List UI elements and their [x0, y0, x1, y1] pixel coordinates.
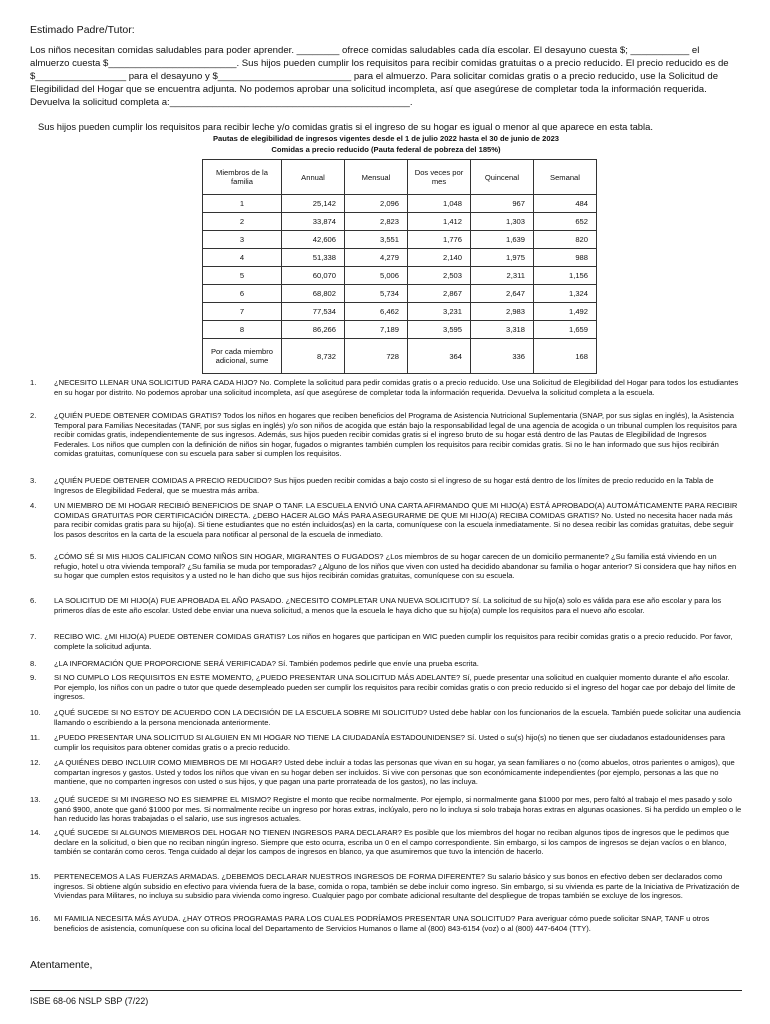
faq-text: MI FAMILIA NECESITA MÁS AYUDA. ¿HAY OTROS PROGRAMAS PARA LOS CUALES PODRÍAMOS PRESENTAR UNA SOLICITUD? Para averiguar cómo puede solicitar SNAP, TANF u otros beneficios de asistencia, comuníquese con su oficina local del Departamento de Servicios Humanos o llame al (800) 843-6154 (voz) o al (800) 447-6404 (TTY). — [54, 914, 710, 933]
table-cell: 652 — [534, 213, 597, 231]
faq-text: ¿QUÉ SUCEDE SI ALGUNOS MIEMBROS DEL HOGAR NO TIENEN INGRESOS PARA DECLARAR? Es posible que los miembros del hogar no reciban algunos tipos de ingresos que le pedimos que declare en la solicitud, o bien que no reciban ningún ingreso. Siempre que esto ocurra, escriba un 0 en el campo correspondiente. Sin embargo, si los campos de ingresos se dejan vacíos o en blanco, también se contarán como ceros. Tenga cuidado al dejar los campos de ingresos en blanco, ya que asumiremos que tuvo la intención de hacerlo. — [54, 828, 730, 857]
table-cell: 1,975 — [471, 249, 534, 267]
faq-text: ¿A QUIÉNES DEBO INCLUIR COMO MIEMBROS DE MI HOGAR? Usted debe incluir a todas las personas que vivan en su hogar, ya sean familiares o no (como abuelos, otros parientes o amigos), que compartan ingresos y gastos. Usted y todos los niños que vivan en su hogar deben ser incluidos. Si vive con personas que son económicamente independientes (por ejemplo, personas a las que no mantiene, que no comparten ingresos con usted o sus hijos, y que pagan una parte prorrateada de los gastos), no las incluya. — [54, 758, 735, 787]
table-cell: 2,311 — [471, 267, 534, 285]
table-subtitle: Comidas a precio reducido (Pauta federal de pobreza del 185%) — [271, 145, 501, 154]
table-cell: 1,412 — [408, 213, 471, 231]
faq-item — [30, 708, 742, 727]
table-cell: 33,874 — [282, 213, 345, 231]
faq-text: ¿CÓMO SÉ SI MIS HIJOS CALIFICAN COMO NIÑOS SIN HOGAR, MIGRANTES O FUGADOS? ¿Los miembros de su hogar carecen de un domicilio permanente? ¿Su familia está viviendo en un refugio, hotel u otra vivienda temporal? ¿Su familia se muda por temporadas? ¿Alguno de los niños que viven con usted ha decidido abandonar su familia o hogar anterior? Si considera que hay niños en su hogar que cumplen estos requisitos y a usted no le han dicho que sus hijos recibirán comidas gratuitas, comuníquese con su escuela. — [54, 552, 737, 581]
faq-text: ¿QUIÉN PUEDE OBTENER COMIDAS A PRECIO REDUCIDO? Sus hijos pueden recibir comidas a bajo costo si el ingreso de su hogar está dentro de los límites de precio reducido en la Tabla de Ingresos de Elegibilidad Federal, que se muestra más arriba. — [54, 476, 714, 495]
table-cell: 42,606 — [282, 231, 345, 249]
table-row — [203, 321, 597, 339]
faq-number: 5. — [30, 552, 37, 561]
table-cell: 364 — [408, 339, 471, 374]
table-cell: 3,595 — [408, 321, 471, 339]
faq-number: 8. — [30, 659, 37, 668]
faq-number: 7. — [30, 632, 37, 641]
salutation: Estimado Padre/Tutor: — [30, 24, 135, 36]
form-footer: ISBE 68-06 NSLP SBP (7/22) — [30, 996, 149, 1006]
faq-text: PERTENECEMOS A LAS FUERZAS ARMADAS. ¿DEBEMOS DECLARAR NUESTROS INGRESOS DE FORMA DIFERENTE? Su salario básico y sus bonos en efectivo deben ser declarados como ingresos. Si obtiene algún subsidio en efectivo para vivienda fuera de la base, comida o ropa, también se debe incluir como ingreso. Sin embargo, si su vivienda es parte de la Iniciativa de Privatización de Viviendas para Militares, no incluya su subsidio para vivienda como ingreso. Cualquier pago por combate adicional resultante del despliegue de tropas también se excluye de los ingresos. — [54, 872, 740, 901]
table-cell: 3,318 — [471, 321, 534, 339]
table-cell: 2 — [203, 213, 282, 231]
table-row — [203, 213, 597, 231]
table-cell: 1,156 — [534, 267, 597, 285]
footer-divider — [30, 990, 742, 991]
table-cell: 6 — [203, 285, 282, 303]
faq-text: RECIBO WIC. ¿MI HIJO(A) PUEDE OBTENER COMIDAS GRATIS? Los niños en hogares que participan en WIC pueden cumplir los requisitos para recibir comidas gratis o a precio reducido. Por favor, complete la solicitud adjunta. — [54, 632, 733, 651]
faq-text: ¿NECESITO LLENAR UNA SOLICITUD PARA CADA HIJO? No. Complete la solicitud para pedir comidas gratis o a precio reducido. Use una Solicitud de Elegibilidad del Hogar para todos los estudiantes en su hogar por distrito. No podemos aprobar una solicitud incompleta, así que asegúrese de completar toda la información requerida. Devuelva la solicitud completa a la escuela. — [54, 378, 739, 397]
faq-number: 10. — [30, 708, 41, 717]
faq-number: 3. — [30, 476, 37, 485]
table-cell: 25,142 — [282, 195, 345, 213]
faq-number: 2. — [30, 411, 37, 420]
faq-text: ¿QUIÉN PUEDE OBTENER COMIDAS GRATIS? Todos los niños en hogares que reciben beneficios del Programa de Asistencia Nutricional Suplementaria (SNAP, por sus siglas en inglés), la Asistencia Temporal para Familias Necesitadas (TANF, por sus siglas en inglés) y/o son niños de acogida que están bajo la responsabilidad legal de una agencia de acogida o un tribunal cumplen los requisitos para recibir comidas gratis, independientemente de sus ingresos. Además, sus hijos pueden recibir comidas gratis si el ingreso bruto de su hogar está dentro de las Pautas de Elegibilidad de Ingresos Federales. Los niños que cumplen con la definición de niños sin hogar, fugados o migrantes también cumplen los requisitos para recibir comidas gratis. Si no le han informado que sus hijos recibirán comidas gratuitas, comuníquese con su escuela para saber si cumplen los requisitos. — [54, 411, 737, 459]
faq-number: 14. — [30, 828, 41, 837]
table-cell: 2,823 — [345, 213, 408, 231]
income-guidelines-table — [202, 159, 597, 374]
col-header-biweekly: Quincenal — [471, 160, 534, 195]
table-cell: 1 — [203, 195, 282, 213]
faq-number: 16. — [30, 914, 41, 923]
faq-number: 12. — [30, 758, 41, 767]
table-cell: 1,303 — [471, 213, 534, 231]
col-header-twice-monthly: Dos veces por mes — [408, 160, 471, 195]
faq-number: 13. — [30, 795, 41, 804]
table-cell: 1,659 — [534, 321, 597, 339]
table-row — [203, 339, 597, 374]
table-cell: 820 — [534, 231, 597, 249]
table-cell: Por cada miembro adicional, sume — [203, 339, 282, 374]
table-cell: 4 — [203, 249, 282, 267]
table-cell: 988 — [534, 249, 597, 267]
table-cell: 5 — [203, 267, 282, 285]
faq-text: SI NO CUMPLO LOS REQUISITOS EN ESTE MOMENTO, ¿PUEDO PRESENTAR UNA SOLICITUD MÁS ADELANTE? Sí, puede presentar una solicitud en cualquier momento durante el año escolar. Por ejemplo, los niños con un padre o tutor que quede desempleado pueden ser cumplir los requisitos para recibir comidas gratis o con precio reducido si el ingreso del hogar cae por debajo del límite de ingresos. — [54, 673, 736, 702]
table-cell: 6,462 — [345, 303, 408, 321]
table-cell: 7 — [203, 303, 282, 321]
col-header-annual: Annual — [282, 160, 345, 195]
table-cell: 5,734 — [345, 285, 408, 303]
table-cell: 1,492 — [534, 303, 597, 321]
faq-item — [30, 552, 742, 581]
table-cell: 77,534 — [282, 303, 345, 321]
table-cell: 2,647 — [471, 285, 534, 303]
col-header-monthly: Mensual — [345, 160, 408, 195]
table-cell: 3 — [203, 231, 282, 249]
faq-text: ¿QUÉ SUCEDE SI MI INGRESO NO ES SIEMPRE EL MISMO? Registre el monto que recibe normalmente. Por ejemplo, si normalmente gana $1000 por mes, pero faltó al trabajo el mes pasado y solo ganó $900, anote que ganó $1000 por mes. Si normalmente recibe un ingreso por horas extras, inclúyalo, pero no lo incluya si solo trabaja horas extras en algunas ocasiones. Si ha perdido un empleo o le han reducido las horas trabajadas o el salario, use sus ingresos actuales. — [54, 795, 742, 824]
table-cell: 7,189 — [345, 321, 408, 339]
table-cell: 168 — [534, 339, 597, 374]
faq-item — [30, 476, 742, 495]
table-title: Pautas de elegibilidad de ingresos vigentes desde el 1 de julio 2022 hasta el 30 de junio de 2023 — [212, 134, 560, 143]
faq-item — [30, 673, 742, 702]
table-row — [203, 267, 597, 285]
table-cell: 336 — [471, 339, 534, 374]
table-cell: 68,802 — [282, 285, 345, 303]
faq-item — [30, 914, 742, 933]
table-cell: 8 — [203, 321, 282, 339]
faq-number: 9. — [30, 673, 37, 682]
faq-item — [30, 795, 742, 824]
faq-number: 4. — [30, 501, 37, 510]
faq-item — [30, 411, 742, 459]
faq-text: ¿QUÉ SUCEDE SI NO ESTOY DE ACUERDO CON LA DECISIÓN DE LA ESCUELA SOBRE MI SOLICITUD? Usted debe hablar con los funcionarios de la escuela. También puede solicitar una audiencia llamando o escribiendo a la persona mencionada anteriormente. — [54, 708, 741, 727]
faq-text: ¿PUEDO PRESENTAR UNA SOLICITUD SI ALGUIEN EN MI HOGAR NO TIENE LA CIUDADANÍA ESTADOUNIDENSE? Sí. Usted o su(s) hijo(s) no tienen que ser ciudadanos estadounidenses para cumplir los requisitos para obtener comidas gratis o a precio reducido. — [54, 733, 726, 752]
table-cell: 4,279 — [345, 249, 408, 267]
table-cell: 1,324 — [534, 285, 597, 303]
table-row — [203, 285, 597, 303]
table-cell: 1,776 — [408, 231, 471, 249]
faq-number: 11. — [30, 733, 40, 742]
faq-item — [30, 632, 742, 651]
table-cell: 728 — [345, 339, 408, 374]
closing: Atentamente, — [30, 959, 93, 971]
table-row — [203, 231, 597, 249]
table-cell: 967 — [471, 195, 534, 213]
eligibility-lead-text: Sus hijos pueden cumplir los requisitos para recibir leche y/o comidas gratis si el ingreso de su hogar es igual o menor al que aparece en esta tabla. — [38, 121, 653, 132]
faq-item — [30, 596, 742, 615]
table-cell: 3,231 — [408, 303, 471, 321]
col-header-members: Miembros de la familia — [203, 160, 282, 195]
table-cell: 2,867 — [408, 285, 471, 303]
table-row — [203, 303, 597, 321]
faq-item — [30, 378, 742, 397]
table-cell: 2,096 — [345, 195, 408, 213]
table-cell: 86,266 — [282, 321, 345, 339]
table-cell: 51,338 — [282, 249, 345, 267]
table-cell: 60,070 — [282, 267, 345, 285]
intro-paragraph: Los niños necesitan comidas saludables para poder aprender. ________ ofrece comidas saludables cada día escolar. El desayuno cuesta $; ___________ el almuerzo cuesta $________________________. Sus hijos pueden cumplir los requisitos para recibir comidas gratuitas o a precio reducido. El precio reducido es de $_________________ para el desayuno y $_________________________ para el almuerzo. Para solicitar comidas gratis o a precio reducido, use la Solicitud de Elegibilidad del Hogar que se encuentra adjunta. No podemos aprobar una solicitud incompleta, así que asegúrese de completar toda la información requerida. Devuelva la solicitud completa a:_____________________________________________. — [30, 45, 729, 108]
table-row — [203, 195, 597, 213]
table-cell: 1,048 — [408, 195, 471, 213]
table-cell: 2,140 — [408, 249, 471, 267]
faq-item — [30, 501, 742, 539]
table-cell: 484 — [534, 195, 597, 213]
table-cell: 2,503 — [408, 267, 471, 285]
col-header-weekly: Semanal — [534, 160, 597, 195]
table-cell: 8,732 — [282, 339, 345, 374]
faq-item — [30, 872, 742, 901]
faq-text: LA SOLICITUD DE MI HIJO(A) FUE APROBADA EL AÑO PASADO. ¿NECESITO COMPLETAR UNA NUEVA SOLICITUD? Sí. La solicitud de su hijo(a) solo es válida para ese año escolar y para los primeros días de este año escolar. Usted debe enviar una nueva solicitud, a menos que la escuela le haya dicho que su hijo(a) cumple los requisitos para el nuevo año escolar. — [54, 596, 722, 615]
faq-number: 15. — [30, 872, 41, 881]
faq-text: ¿LA INFORMACIÓN QUE PROPORCIONE SERÁ VERIFICADA? Sí. También podemos pedirle que envíe una prueba escrita. — [54, 659, 479, 668]
faq-item — [30, 733, 742, 752]
faq-item — [30, 758, 742, 787]
faq-item — [30, 828, 742, 857]
faq-item — [30, 659, 742, 669]
table-cell: 2,983 — [471, 303, 534, 321]
table-cell: 3,551 — [345, 231, 408, 249]
table-cell: 5,006 — [345, 267, 408, 285]
table-row — [203, 249, 597, 267]
faq-text: UN MIEMBRO DE MI HOGAR RECIBIÓ BENEFICIOS DE SNAP O TANF. LA ESCUELA ENVIÓ UNA CARTA AFIRMANDO QUE MI HIJO(A) ESTÁ APROBADO(A) AUTOMÁTICAMENTE PARA RECIBIR COMIDAS GRATUITAS POR CERTIFICACIÓN DIRECTA. ¿DEBO HACER ALGO MÁS PARA ASEGURARME DE QUE MI HIJO(A) RECIBA COMIDAS GRATIS? No. Usted no necesita hacer nada más para recibir comidas gratis para su hijo(a). Si tiene estudiantes que no estén incluidos(as) en la carta, comuníquese con la escuela inmediatamente. Si no desea recibir las comidas gratuitas, debe seguir los pasos descritos en la carta de la escuela para notificar al personal de la escuela de inmediato. — [54, 501, 738, 539]
table-cell: 1,639 — [471, 231, 534, 249]
table-header-row — [203, 160, 597, 195]
faq-number: 6. — [30, 596, 37, 605]
faq-number: 1. — [30, 378, 37, 387]
